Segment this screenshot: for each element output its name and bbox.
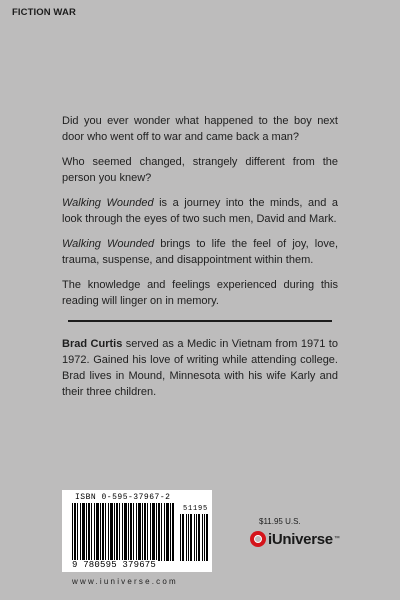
blurb-paragraph-2: Who seemed changed, strangely different from the person you knew?: [62, 156, 338, 184]
blurb-paragraph-4-text: brings to life the feel of joy, love, trauma, suspense, and disappointment within them.: [62, 238, 338, 266]
book-title: Walking Wounded: [62, 238, 155, 250]
iuniverse-logo-icon: [250, 531, 266, 547]
publisher-logo: [250, 530, 340, 548]
author-bio: [62, 336, 338, 400]
blurb-paragraph-3: [62, 195, 338, 227]
ean-number: 9 780595 379675: [72, 560, 157, 570]
divider-line: [68, 320, 332, 322]
price-barcode-bars: [180, 514, 208, 561]
book-title: Walking Wounded: [62, 197, 154, 209]
blurb-paragraph-3-text: is a journey into the minds, and a look through the eyes of two such men, David and Mark.: [62, 197, 338, 225]
barcode: [62, 490, 212, 572]
genre-label: FICTION WAR: [12, 7, 76, 18]
author-name: Brad Curtis: [62, 338, 123, 350]
author-bio-text: served as a Medic in Vietnam from 1971 to 1972. Gained his love of writing while attending college. Brad lives in Mound, Minnesota with his wife Karly and their three children.: [62, 338, 338, 398]
publisher-website: www.iuniverse.com: [72, 577, 178, 586]
blurb-paragraph-4: [62, 236, 338, 268]
trademark-symbol: ™: [333, 536, 340, 542]
ean-barcode-bars: [72, 503, 174, 561]
price-code: 51195: [183, 505, 209, 513]
publisher-name: iUniverse: [268, 530, 333, 548]
blurb-paragraph-1: Did you ever wonder what happened to the boy next door who went off to war and came back a man?: [62, 115, 338, 143]
isbn-number: ISBN 0-595-37967-2: [75, 493, 171, 502]
blurb-paragraph-5: The knowledge and feelings experienced during this reading will linger on in memory.: [62, 279, 338, 307]
book-price: $11.95 U.S.: [259, 517, 301, 526]
